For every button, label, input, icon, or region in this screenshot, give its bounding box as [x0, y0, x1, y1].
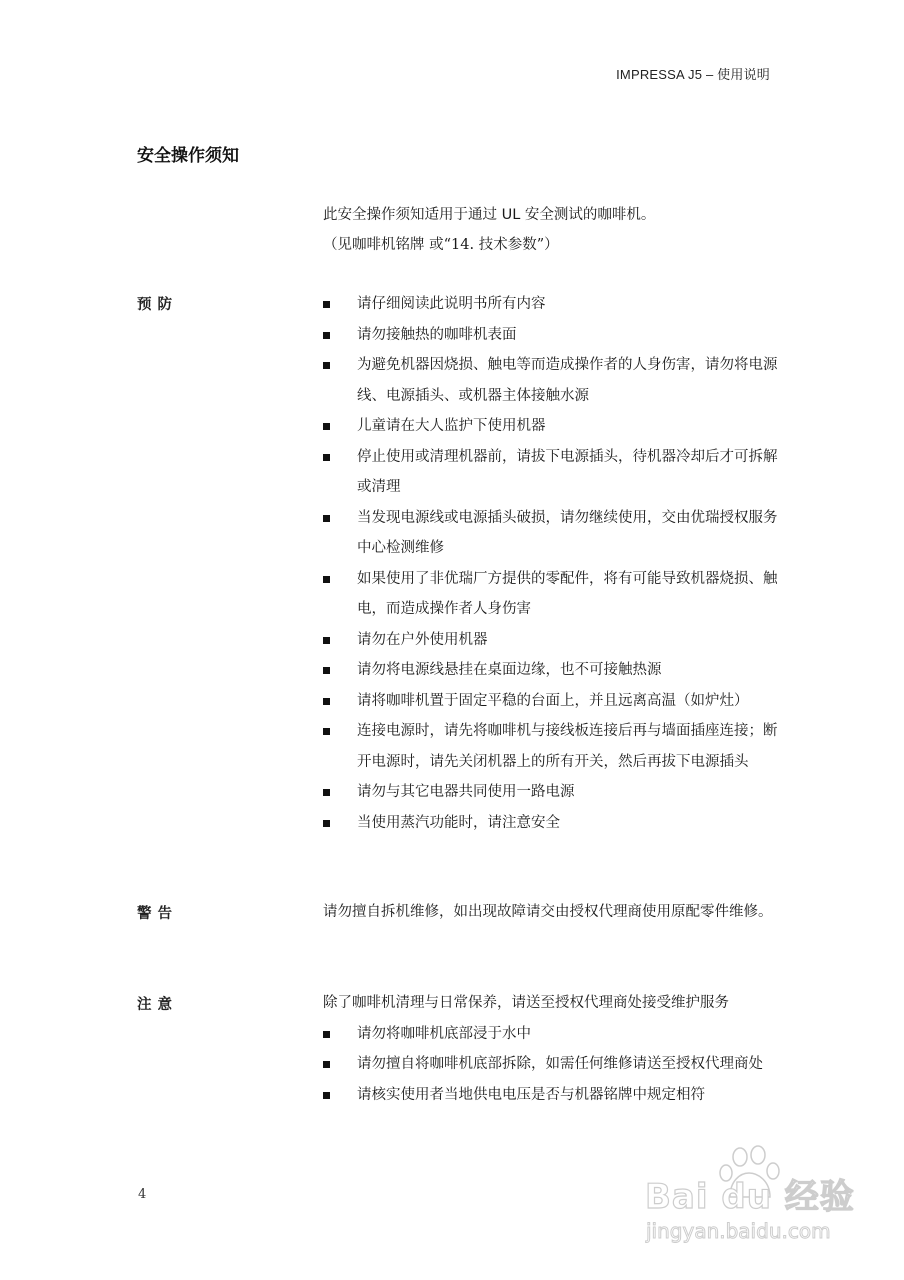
square-bullet-icon — [323, 301, 330, 308]
section-label-prevention: 预防 — [137, 297, 178, 313]
list-item-text: 请勿擅自将咖啡机底部拆除，如需任何维修请送至授权代理商处 — [357, 1056, 763, 1072]
list-item — [323, 350, 783, 411]
section-prevention — [323, 289, 783, 838]
list-item-text: 儿童请在大人监护下使用机器 — [357, 418, 546, 434]
list-item-text: 请仔细阅读此说明书所有内容 — [357, 296, 546, 312]
square-bullet-icon — [323, 454, 330, 461]
list-item-text: 连接电源时，请先将咖啡机与接线板连接后再与墙面插座连接；断开电源时，请先关闭机器上的所有开关，然后再拔下电源插头 — [357, 723, 778, 770]
square-bullet-icon — [323, 1092, 330, 1099]
list-item-text: 请勿将电源线悬挂在桌面边缘，也不可接触热源 — [357, 662, 662, 678]
list-item-text: 如果使用了非优瑞厂方提供的零配件，将有可能导致机器烧损、触电，而造成操作者人身伤害 — [357, 570, 778, 617]
intro-paragraph — [323, 200, 783, 260]
section-label-caution: 注意 — [137, 997, 178, 1013]
list-item — [323, 716, 783, 777]
intro-text: 此安全操作须知适用于通过 — [323, 207, 502, 223]
list-item-text: 请勿在户外使用机器 — [357, 631, 488, 648]
caution-text: 除了咖啡机清理与日常保养，请送至授权代理商处接受维护服务 — [323, 995, 729, 1011]
page-title: 安全操作须知 — [137, 146, 239, 166]
square-bullet-icon — [323, 667, 330, 674]
watermark-logo-text: Bai du 经验 — [645, 1177, 855, 1217]
section-caution — [323, 988, 783, 1110]
list-item — [323, 289, 783, 320]
list-item-text: 为避免机器因烧损、触电等而造成操作者的人身伤害，请勿将电源线、电源插头、或机器主体接触水源 — [357, 357, 778, 404]
list-item — [323, 564, 783, 625]
list-item — [323, 625, 783, 656]
list-item — [323, 1080, 783, 1111]
watermark-site-text: jingyan.baidu.com — [646, 1219, 831, 1243]
square-bullet-icon — [323, 332, 330, 339]
list-item — [323, 686, 783, 717]
list-item-text: 当发现电源线或电源插头破损，请勿继续使用，交由优瑞授权服务中心检测维修 — [357, 509, 778, 556]
square-bullet-icon — [323, 637, 330, 644]
page-number: 4 — [138, 1187, 147, 1202]
list-item — [323, 777, 783, 808]
prevention-list — [323, 289, 783, 838]
section-warning — [323, 897, 783, 928]
list-item — [323, 1049, 783, 1080]
list-item-text: 请核实使用者当地供电电压是否与机器铭牌中规定相符 — [357, 1086, 705, 1103]
square-bullet-icon — [323, 423, 330, 430]
intro-text: 安全测试的咖啡机。 — [520, 207, 656, 223]
baidu-jingyan-watermark — [640, 1145, 870, 1245]
square-bullet-icon — [323, 698, 330, 705]
list-item-text: 请勿接触热的咖啡机表面 — [357, 326, 517, 343]
intro-line-1 — [323, 200, 783, 230]
intro-line-2: （见咖啡机铭牌 或“14. 技术参数”） — [323, 237, 559, 253]
list-item — [323, 655, 783, 686]
square-bullet-icon — [323, 728, 330, 735]
list-item — [323, 1019, 783, 1050]
warning-text: 请勿擅自拆机维修，如出现故障请交由授权代理商使用原配零件维修。 — [323, 904, 773, 920]
list-item-text: 请将咖啡机置于固定平稳的台面上，并且远离高温（如炉灶） — [357, 692, 749, 709]
list-item — [323, 503, 783, 564]
square-bullet-icon — [323, 362, 330, 369]
list-item — [323, 320, 783, 351]
list-item-text: 停止使用或清理机器前，请拔下电源插头，待机器冷却后才可拆解或清理 — [357, 448, 778, 495]
list-item — [323, 442, 783, 503]
list-item-text: 当使用蒸汽功能时，请注意安全 — [357, 814, 560, 831]
square-bullet-icon — [323, 515, 330, 522]
square-bullet-icon — [323, 789, 330, 796]
list-item — [323, 411, 783, 442]
section-label-warning: 警告 — [137, 906, 178, 922]
running-header: IMPRESSA J5 – 使用说明 — [616, 67, 770, 82]
caution-list — [323, 1019, 783, 1111]
square-bullet-icon — [323, 1061, 330, 1068]
list-item-text: 请勿将咖啡机底部浸于水中 — [357, 1025, 531, 1042]
square-bullet-icon — [323, 1031, 330, 1038]
list-item — [323, 808, 783, 839]
square-bullet-icon — [323, 820, 330, 827]
ul-mark-text: UL — [501, 207, 521, 223]
list-item-text: 请勿与其它电器共同使用一路电源 — [357, 784, 575, 800]
square-bullet-icon — [323, 576, 330, 583]
